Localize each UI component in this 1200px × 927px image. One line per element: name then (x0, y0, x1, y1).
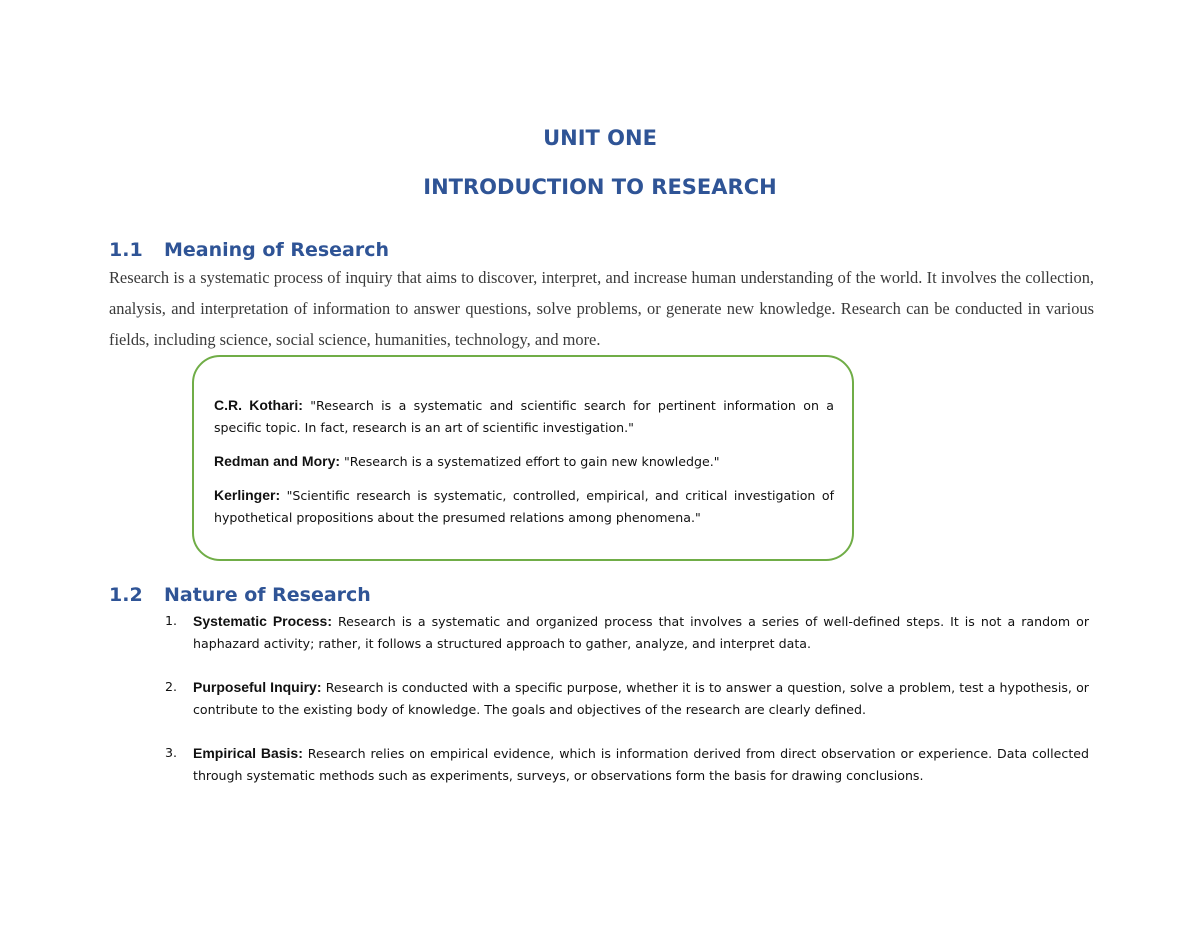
list-item-systematic-process (165, 610, 1089, 655)
section-title: Meaning of Research (164, 239, 390, 261)
section-title: Nature of Research (164, 584, 371, 606)
section-heading-meaning (109, 239, 389, 261)
definition-text: "Scientific research is systematic, controlled, empirical, and critical investigation of hypothetical propositions about the presumed relations among phenomena." (214, 488, 834, 525)
list-marker: 3. (165, 745, 178, 760)
definition-author: C.R. Kothari: (214, 397, 303, 413)
section-number: 1.1 (109, 239, 143, 261)
list-marker: 1. (165, 613, 178, 628)
list-item-purposeful-inquiry (165, 676, 1089, 721)
list-term: Systematic Process: (193, 613, 332, 629)
list-text: Research is a systematic and organized process that involves a series of well-defined steps. It is not a random or haphazard activity; rather, it follows a structured approach to gather, analyze, and interpret data. (193, 614, 1089, 651)
list-term: Purposeful Inquiry: (193, 679, 322, 695)
list-marker: 2. (165, 679, 178, 694)
section-heading-nature (109, 584, 371, 606)
definition-author: Kerlinger: (214, 487, 281, 503)
list-item-empirical-basis (165, 742, 1089, 787)
list-text: Research is conducted with a specific purpose, whether it is to answer a question, solve a problem, test a hypothesis, or contribute to the existing body of knowledge. The goals and objectives of the research are clearly defined. (193, 680, 1089, 717)
definition-text: "Research is a systematic and scientific search for pertinent information on a specific topic. In fact, research is an art of scientific investigation." (214, 398, 834, 435)
definition-text: "Research is a systematized effort to gain new knowledge." (340, 454, 720, 469)
section-number: 1.2 (109, 584, 143, 606)
unit-subtitle: INTRODUCTION TO RESEARCH (423, 175, 777, 199)
definition-author: Redman and Mory: (214, 453, 341, 469)
definition-kerlinger (214, 484, 834, 529)
definition-kothari (214, 394, 834, 439)
meaning-paragraph: Research is a systematic process of inquiry that aims to discover, interpret, and increase human understanding of the world. It involves the collection, analysis, and interpretation of information to answer questions, solve problems, or generate new knowledge. Research can be conducted in various fields, including science, social science, humanities, technology, and more. (109, 268, 1094, 349)
list-text: Research relies on empirical evidence, which is information derived from direct observation or experience. Data collected through systematic methods such as experiments, surveys, or observations form the basis for drawing conclusions. (193, 746, 1089, 783)
definition-redman-mory (214, 450, 834, 473)
list-term: Empirical Basis: (193, 745, 303, 761)
unit-title: UNIT ONE (543, 126, 657, 150)
